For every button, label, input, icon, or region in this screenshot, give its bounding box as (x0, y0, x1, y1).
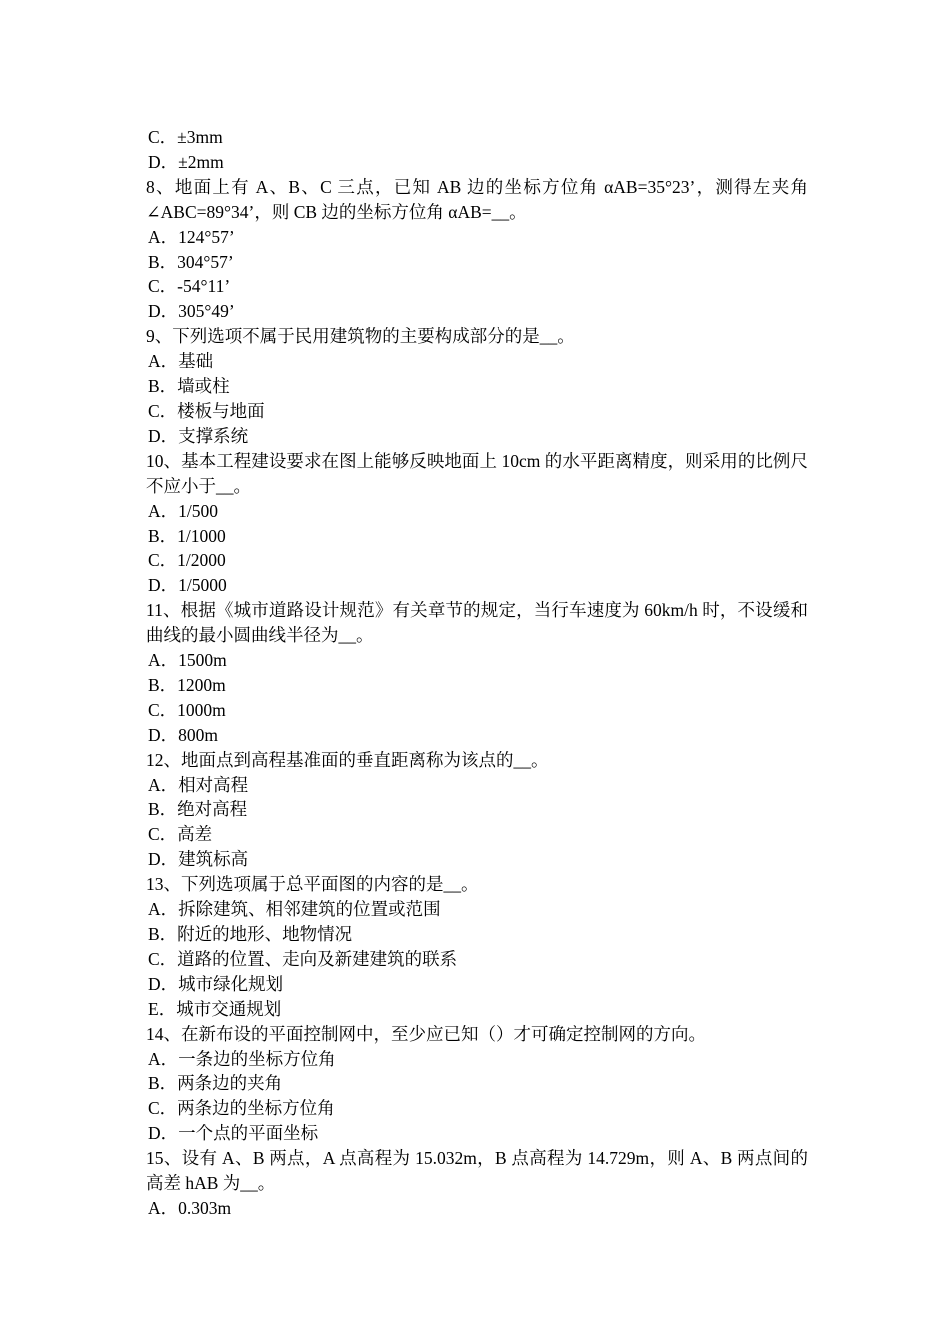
answer-option: B．附近的地形、地物情况 (148, 924, 353, 944)
answer-option: C．1/2000 (148, 550, 226, 571)
answer-option: C．-54°11’ (148, 276, 231, 297)
answer-option: D．建筑标高 (148, 849, 249, 870)
answer-option: E．城市交通规划 (148, 998, 282, 1019)
answer-option: D．800m (148, 724, 218, 745)
answer-option: C．楼板与地面 (148, 400, 265, 421)
answer-option: C．1000m (148, 699, 226, 720)
answer-option: A．基础 (148, 351, 214, 372)
answer-option: A．一条边的坐标方位角 (148, 1048, 336, 1069)
answer-option: D．±2mm (148, 151, 224, 172)
answer-option: B．绝对高程 (148, 799, 248, 820)
question-text: 12、地面点到高程基准面的垂直距离称为该点的__。 (146, 749, 549, 770)
answer-option: C．道路的位置、走向及新建建筑的联系 (148, 948, 458, 969)
answer-option: A．相对高程 (148, 774, 249, 795)
question-text: 14、在新布设的平面控制网中，至少应已知（）才可确定控制网的方向。 (146, 1023, 706, 1044)
question-text: 13、下列选项属于总平面图的内容的是__。 (146, 874, 479, 895)
answer-option: A．1500m (148, 650, 227, 671)
answer-option: A．1/500 (148, 500, 218, 521)
answer-option: D．一个点的平面坐标 (148, 1123, 319, 1144)
question-text: 8、地面上有 A、B、C 三点，已知 AB 边的坐标方位角 αAB=35°23’，测得左夹角∠ABC=89°34’，则 CB 边的坐标方位角 αAB=__。 (146, 176, 808, 222)
answer-option: D．城市绿化规划 (148, 973, 284, 994)
question-text: 11、根据《城市道路设计规范》有关章节的规定，当行车速度为 60km/h 时，不设缓和曲线的最小圆曲线半径为__。 (146, 600, 808, 646)
question-text: 10、基本工程建设要求在图上能够反映地面上 10cm 的水平距离精度，则采用的比例尺不应小于__。 (146, 450, 808, 496)
answer-option: B．304°57’ (148, 251, 234, 272)
answer-option: B．两条边的夹角 (148, 1073, 283, 1094)
answer-option: C．高差 (148, 824, 213, 845)
answer-option: B．墙或柱 (148, 376, 230, 397)
answer-option: A．拆除建筑、相邻建筑的位置或范围 (148, 899, 441, 920)
answer-option: D．支撑系统 (148, 425, 249, 446)
answer-option: C．±3mm (148, 127, 223, 147)
answer-option: A．0.303m (148, 1197, 232, 1218)
answer-option: B．1200m (148, 674, 226, 695)
question-text: 9、下列选项不属于民用建筑物的主要构成部分的是__。 (146, 326, 575, 347)
answer-option: B．1/1000 (148, 525, 226, 546)
answer-option: A．124°57’ (148, 226, 235, 247)
answer-option: D．1/5000 (148, 575, 227, 596)
answer-option: D．305°49’ (148, 301, 235, 322)
question-text: 15、设有 A、B 两点，A 点高程为 15.032m，B 点高程为 14.729m，则 A、B 两点间的高差 hAB 为__。 (146, 1148, 808, 1194)
answer-option: C．两条边的坐标方位角 (148, 1098, 335, 1119)
question-list (146, 125, 808, 1221)
